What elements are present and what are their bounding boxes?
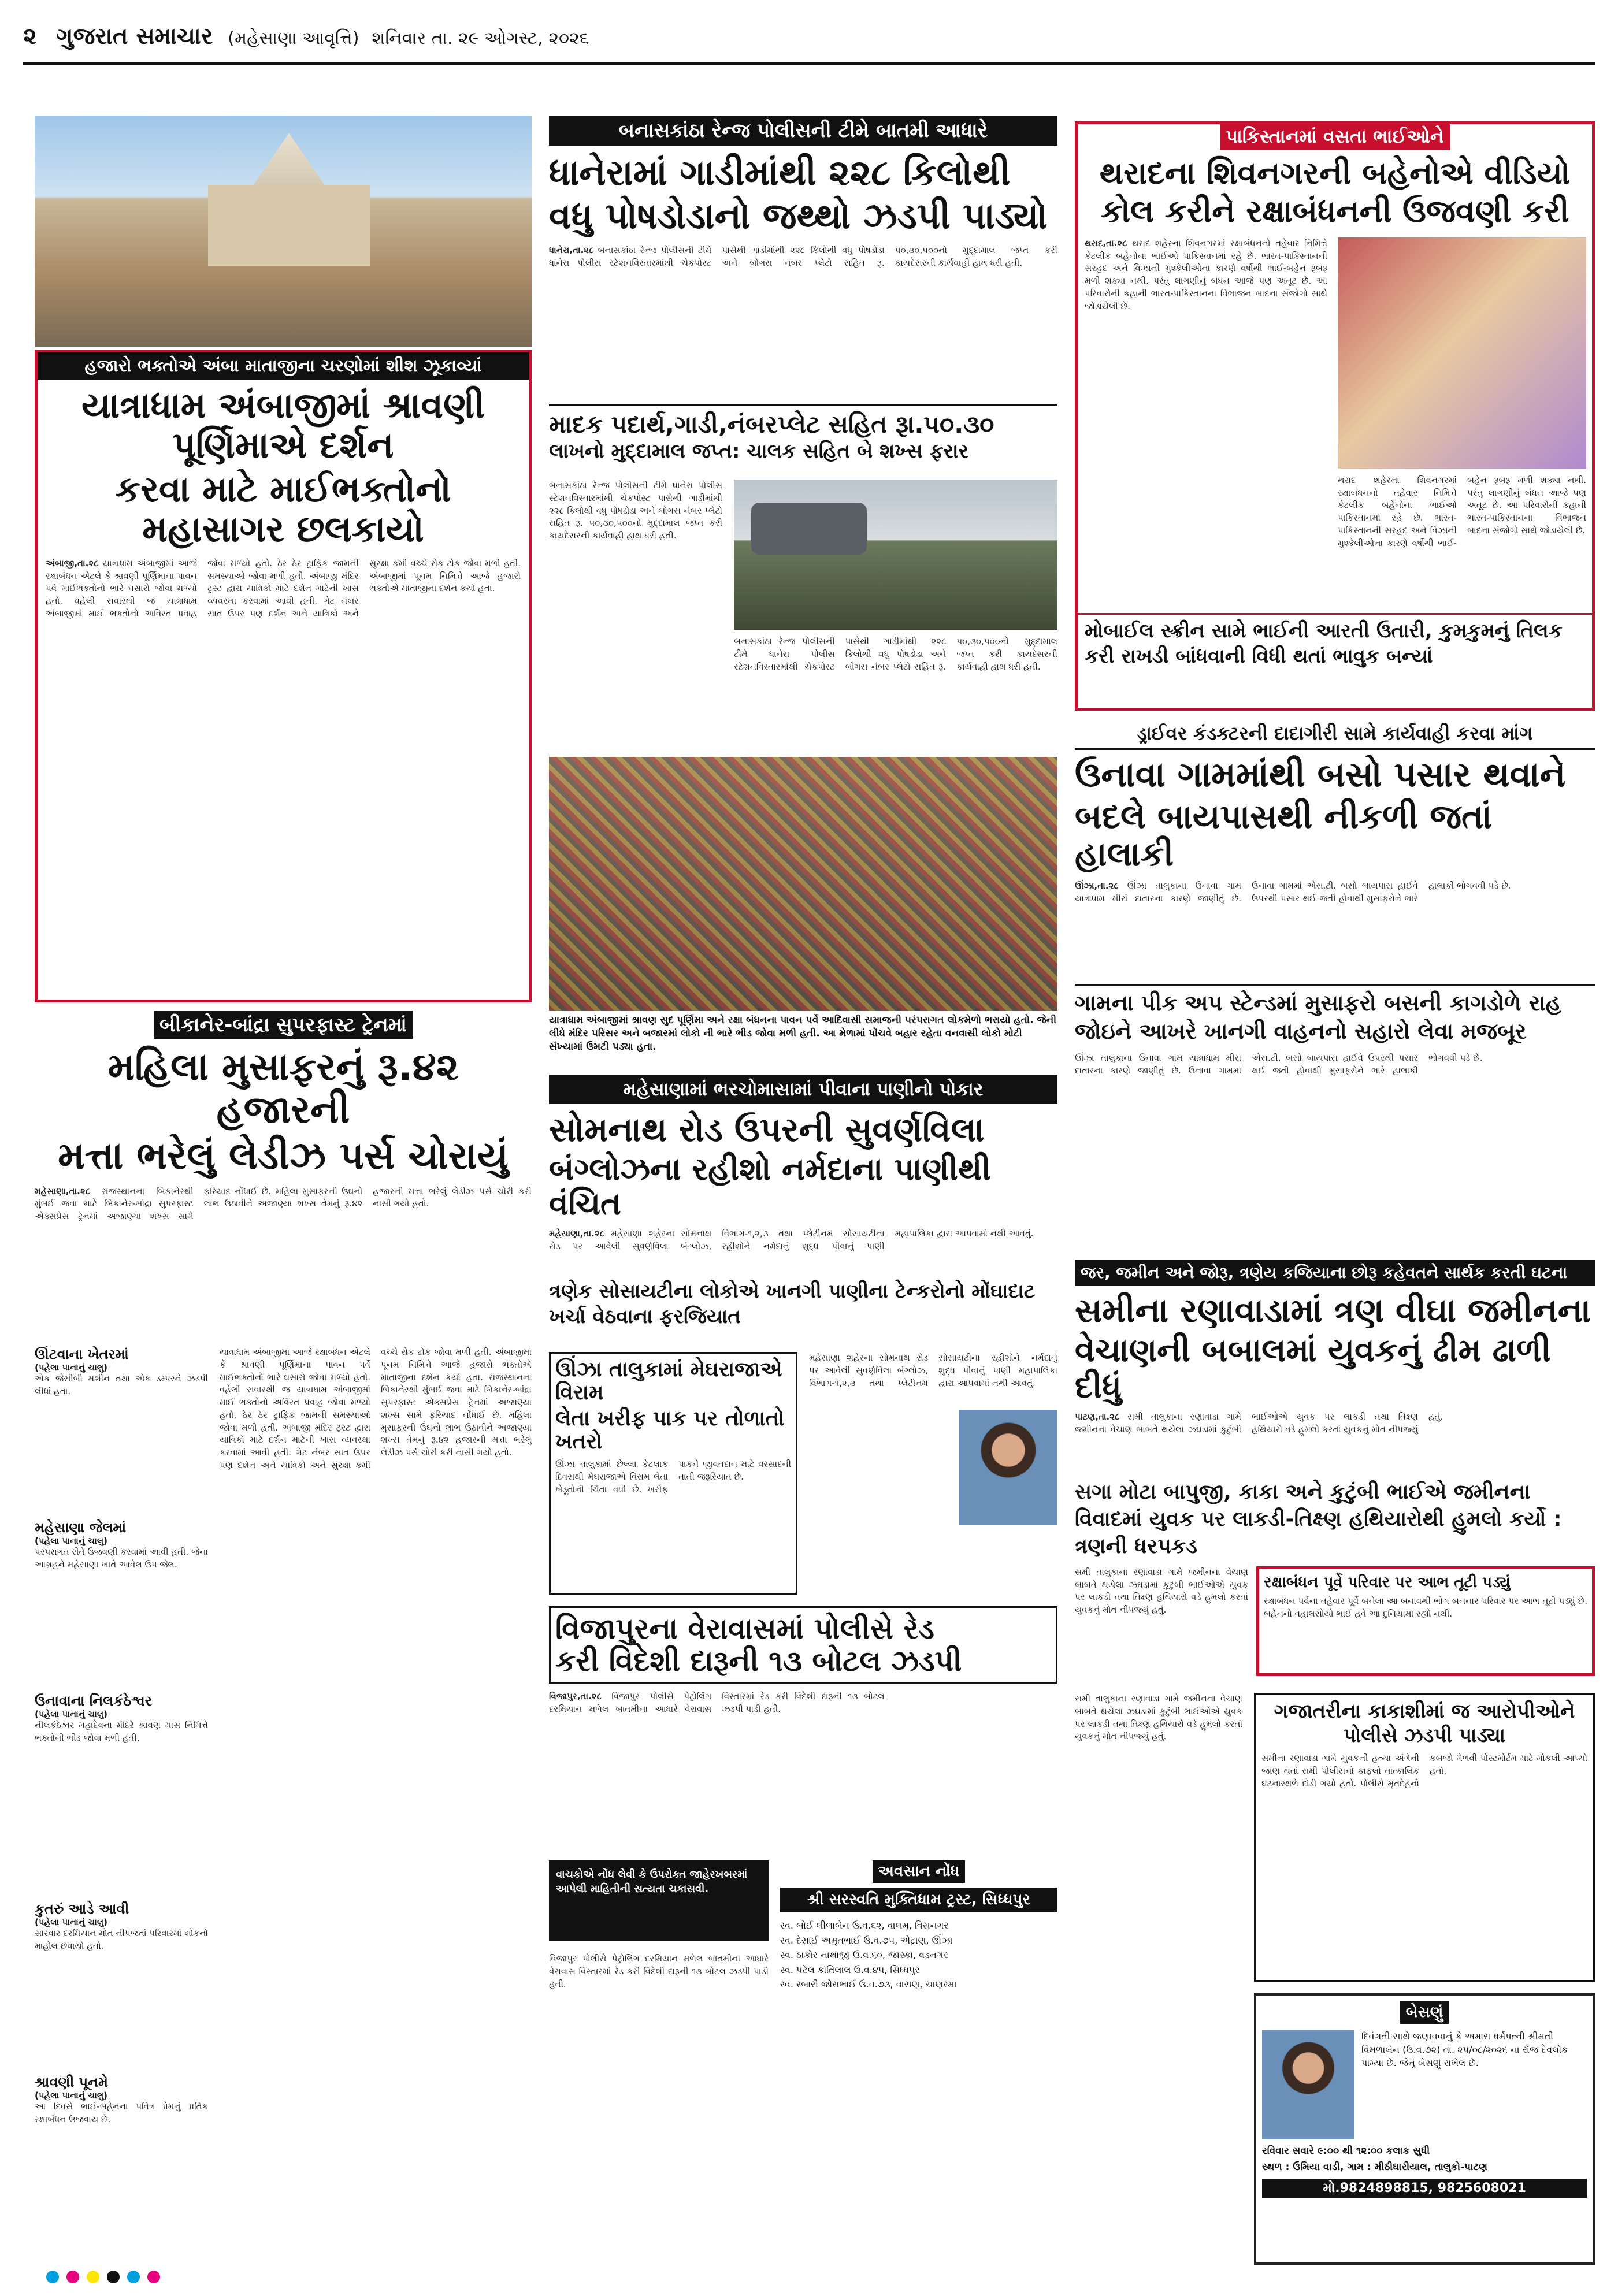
dhanera-body-cont-text: બનાસકાંઠા રેન્જ પોલીસની ટીમે ધાનેરા પોલીસ સ્ટેશનવિસ્તારમાંથી ચેકપોસ્ટ પાસેથી ગાડીમાંથી ૨૨૮ કિલોથી વધુ પોષડોડા અને બોગસ નંબર પ્લેટો સહિત રૂ. ૫૦,૩૦,૫૦૦નો મુદ્દામાલ જપ્ત કરી કાયદેસરની કાર્યવાહી હાથ ધરી હતી. xyxy=(549,480,722,541)
ambaji-story xyxy=(35,350,532,1002)
samina-subheadline: સગા મોટા બાપુજી, કાકા અને કુટુંબી ભાઈએ જમીનના વિવાદમાં યુવક પર લાકડી-તિક્ષ્ણ હથિયારોથી હુમલો કર્યો : ત્રણની ધરપકડ xyxy=(1075,1480,1562,1558)
dhanera-headline-line1: ધાનેરામાં ગાડીમાંથી ૨૨૮ કિલોથી xyxy=(549,151,1011,194)
vijapur-headline xyxy=(549,1606,1057,1684)
brief-continued: (પહેલા પાનાનું ચાલુ) xyxy=(35,1362,108,1373)
samina-box-heading: રક્ષાબંધન પૂર્વે પરિવાર પર આભ તૂટી પડ્યું xyxy=(1264,1573,1511,1591)
somnath-body xyxy=(549,1228,1057,1274)
somnath-body-text: મહેસાણા શહેરના સોમનાથ રોડ પર આવેલી સુવર્ણવિલા બંગ્લોઝ, વિભાગ-૧,૨,૩ તથા પ્લેટીનમ સોસાયટીના રહીશોને નર્મદાનું શુદ્ધ પીવાનું પાણી મહાપાલિકા દ્વારા આપવામાં નથી આવતું. xyxy=(549,1228,1034,1251)
reader-notice: વાચકોએ નોંધ લેવી કે ઉપરોક્ત જાહેરખબરમાં આપેલી માહિતીની સત્યતા ચકાસવી. xyxy=(549,1860,769,1941)
vijapur-body xyxy=(549,1691,1057,1823)
brief-heading: ઊંટવાના ખેતરમાં xyxy=(35,1346,129,1362)
unava-body xyxy=(1075,880,1595,978)
brief-body: એક જેસીબી મશીન તથા એક ડમ્પરને ઝડપી લીધાં હતા. xyxy=(35,1373,208,1396)
unava-dateline: ઊંઝા,તા.૨૮ xyxy=(1075,880,1119,891)
purse-body xyxy=(35,1186,532,1335)
registration-dot xyxy=(147,2271,160,2283)
somnath-subheadline: ત્રણેક સોસાયટીના લોકોએ ખાનગી પાણીના ટેન્કરોનો મોંઘાદાટ ખર્ચા વેઠવાના ફરજિયાત xyxy=(549,1279,1036,1329)
purse-overflow-text: રાજસ્થાનના બિકાનેરથી મુંબઈ જવા માટે બિકાનેર-બાંદ્રા સુપરફાસ્ટ એક્સપ્રેસ ટ્રેનમાં અજાણ્યા શખ્સ સામે ફરિયાદ નોંધાઈ છે. મહિલા મુસાફરની ઉંઘનો લાભ ઉઠાવીને અજાણ્યા શખ્સ તેમનું રૂ.૪૨ હજારની મત્તા ભરેલું લેડીઝ પર્સ ચોરી કરી નાસી ગયો હતો. xyxy=(381,1372,532,1458)
unjha-rain-headline-line2: લેતા ખરીફ પાક પર તોળાતો ખતરો xyxy=(555,1406,785,1454)
brief-continued: (પહેલા પાનાનું ચાલુ) xyxy=(35,1709,108,1719)
dhanera-body xyxy=(549,244,1057,319)
obituary-entry: સ્વ. રબારી જોરાભાઈ ઉ.વ.૭૩, વાસણ, ચાણસ્મા xyxy=(780,1979,957,1990)
gajantari-headline-line1: ગજાતરીના કાકાશીમાં જ આરોપીઓને xyxy=(1274,1700,1575,1723)
somnath-dateline: મહેસાણા,તા.૨૮ xyxy=(549,1228,604,1239)
tharad-headline-line2: કોલ કરીને રક્ષાબંધનની ઉજવણી કરી xyxy=(1100,193,1569,230)
obituary-entry: સ્વ. બોઈ લીલાબેન ઉ.વ.૬૨, વાલમ, વિસનગર xyxy=(780,1920,949,1931)
tharad-story xyxy=(1075,121,1595,711)
dhanera-sub-line1: માદક પદાર્થ,ગાડી,નંબરપ્લેટ સહિત રૂા.૫૦.૩૦ xyxy=(549,410,994,439)
somnath-kicker: મહેસાણામાં ભરચોમાસામાં પીવાના પાણીનો પોકાર xyxy=(549,1075,1057,1104)
gajantari-headline-line2: પોલીસે ઝડપી પાડ્યા xyxy=(1343,1724,1506,1748)
somnath-headline-line1: સોમનાથ રોડ ઉપરની સુવર્ણવિલા xyxy=(549,1110,985,1149)
obituary-banner: અવસાન નોંધ xyxy=(873,1860,966,1883)
brief-body: નીલકંઠેશ્વર મહાદેવના મંદિરે શ્રાવણ માસ નિમિત્તે ભક્તોની ભીડ જોવા મળી હતી. xyxy=(35,1720,208,1743)
print-registration-marks xyxy=(46,2271,1572,2288)
paper-name: ગુજરાત સમાચાર xyxy=(56,23,213,50)
purse-body-text: રાજસ્થાનના બિકાનેરથી મુંબઈ જવા માટે બિકાનેર-બાંદ્રા સુપરફાસ્ટ એક્સપ્રેસ ટ્રેનમાં અજાણ્યા શખ્સ સામે ફરિયાદ નોંધાઈ છે. મહિલા મુસાફરની ઉંઘનો લાભ ઉઠાવીને અજાણ્યા શખ્સ તેમનું રૂ.૪૨ હજારની મત્તા ભરેલું લેડીઝ પર્સ ચોરી કરી નાસી ગયો હતો. xyxy=(35,1186,532,1222)
dhanera-body-cont xyxy=(549,480,722,751)
brief-item xyxy=(35,1901,208,2074)
brief-body: પરંપરાગત રીતે ઉજવણી કરવામાં આવી હતી. જેના આગ્રહને મહેસાણા ખાતે આવેલ ઉપ જેલ. xyxy=(35,1547,208,1570)
registration-dot xyxy=(46,2271,59,2283)
ambaji-kicker: હજારો ભક્તોએ અંબા માતાજીના ચરણોમાં શીશ ઝૂકાવ્યાં xyxy=(38,352,529,380)
brief-heading: શ્રાવણી પૂનમે xyxy=(35,2074,108,2090)
obituary-entry: સ્વ. ઠાકોર નાથાજી ઉ.વ.૬૦, જાસ્કા, વડનગર xyxy=(780,1949,948,1961)
registration-dot xyxy=(66,2271,79,2283)
purse-headline-line2: મત્તા ભરેલું લેડીઝ પર્સ ચોરાયું xyxy=(58,1133,509,1178)
dhanera-headline-line2: વધુ પોષડોડાનો જથ્થો ઝડપી પાડ્યો xyxy=(549,195,1048,237)
brief-body: આ દિવસે ભાઈ-બહેનના પવિત્ર પ્રેમનું પ્રતિક રક્ષાબંધન ઉજવાય છે. xyxy=(35,2101,208,2124)
unjha-rain-story xyxy=(549,1352,797,1595)
dhanera-dateline: ધાનેરા,તા.૨૮ xyxy=(549,244,594,255)
dhanera-sub-line2: લાખનો મુદ્દામાલ જપ્ત: ચાલક સહિત બે શખ્સ ફરાર xyxy=(549,440,969,463)
obituary-block xyxy=(780,1860,1057,2265)
dhanera-kicker: બનાસકાંઠા રેન્જ પોલીસની ટીમે બાતમી આધારે xyxy=(549,116,1057,146)
unava-body-text: ઊંઝા તાલુકાના ઉનાવા ગામ યાત્રાધામ મીરાં દાતારના કારણે જાણીતું છે. ઉનાવા ગામમાં એસ.ટી. બસો બાયપાસ હાઈવે ઉપરથી પસાર થઈ જતી હોવાથી મુસાફરોને ભારે હાલાકી ભોગવવી પડે છે. xyxy=(1075,880,1511,904)
obituary-trust: શ્રી સરસ્વતિ મુક્તિધામ ટ્રસ્ટ, સિધ્ધપુર xyxy=(780,1888,1057,1912)
brief-item xyxy=(35,2074,208,2236)
tharad-body xyxy=(1085,237,1327,607)
besnu-portrait-photo xyxy=(1262,2030,1354,2139)
tharad-headline-line1: થરાદના શિવનગરની બહેનોએ વીડિયો xyxy=(1099,155,1571,191)
briefs-continued-text xyxy=(220,1346,532,2247)
vijapur-headline-line1: વિજાપુરના વેરાવાસમાં પોલીસે રેડ xyxy=(555,1612,934,1645)
vijapur-body-cont xyxy=(549,1953,769,2265)
unava-subheadline: ગામના પીક અપ સ્ટેન્ડમાં મુસાફરો બસની કાગડોળે રાહ જોઇને આખરે ખાનગી વાહનનો સહારો લેવા મજબૂર xyxy=(1075,984,1595,1046)
samina-body-tail-text: સમી તાલુકાના રણાવાડા ગામે જમીનના વેચાણ બાબતે થયેલા ઝઘડામાં કુટુંબી ભાઈઓએ યુવક પર લાકડી તથા તિક્ષ્ણ હથિયારો વડે હુમલો કરતાં યુવકનું મોત નીપજ્યું હતું. xyxy=(1075,1693,1242,1742)
vijapur-body-cont-text: વિજાપુર પોલીસે પેટ્રોલિંગ દરમિયાન મળેલ બાતમીના આધારે વેરાવાસ વિસ્તારમાં રેડ કરી વિદેશી દારૂની ૧૩ બોટલ ઝડપી પાડી હતી. xyxy=(549,1953,769,1989)
samina-story xyxy=(1075,1260,1595,1687)
obituary-entry: સ્વ. પટેલ કાંતિલાલ ઉ.વ.૪૫, સિધ્ધપુર xyxy=(780,1964,920,1975)
brief-item xyxy=(35,1693,208,1901)
brief-item xyxy=(35,1346,208,1519)
ambaji-body-text: યાત્રાધામ અંબાજીમાં આજે રક્ષાબંધન એટલે કે શ્રાવણી પૂર્ણિમાના પાવન પર્વે માઈભક્તોનો ભારે ઘસારો જોવા મળ્યો હતો. વહેલી સવારથી જ યાત્રાધામ અંબાજીમાં માઈ ભક્તોનો અવિરત પ્રવાહ જોવા મળ્યો હતો. ઠેર ઠેર ટ્રાફિક જામની સમસ્યાઓ જોવા મળી હતી. અંબાજી મંદિર ટ્રસ્ટ દ્વારા યાત્રિકો માટે દર્શન માટેની ખાસ વ્યવસ્થા કરવામાં આવી હતી. ગેટ નંબર સાત ઉપર પણ દર્શન અને યાત્રિકો અને સુરક્ષા કર્મી વચ્ચે રોક ટોક જોવા મળી હતી. અંબાજીમાં પૂનમ નિમિત્તે આજે હજારો ભક્તોએ માતાજીના દર્શન કર્યા હતા. xyxy=(46,558,521,619)
samina-headline-line1: સમીના રણાવાડામાં ત્રણ વીઘા જમીનના xyxy=(1075,1291,1591,1330)
purse-dateline: મહેસાણા,તા.૨૮ xyxy=(35,1186,90,1197)
registration-dot xyxy=(107,2271,120,2283)
victim-portrait-photo xyxy=(959,1410,1057,1525)
unava-headline-line1: ઉનાવા ગામમાંથી બસો પસાર થવાને xyxy=(1075,755,1566,795)
tharad-video-call-photo xyxy=(1338,237,1586,469)
unjha-rain-headline-line1: ઊંઝા તાલુકામાં મેઘરાજાએ વિરામ xyxy=(555,1358,782,1405)
samina-body-cont: સમી તાલુકાના રણાવાડા ગામે જમીનના વેચાણ બાબતે થયેલા ઝઘડામાં કુટુંબી ભાઈઓએ યુવક પર લાકડી તથા તિક્ષ્ણ હથિયારો વડે હુમલો કરતાં યુવકનું મોત નીપજ્યું હતું. xyxy=(1075,1566,1248,1615)
somnath-body-cont-text: મહેસાણા શહેરના સોમનાથ રોડ પર આવેલી સુવર્ણવિલા બંગ્લોઝ, વિભાગ-૧,૨,૩ તથા પ્લેટીનમ સોસાયટીના રહીશોને નર્મદાનું શુદ્ધ પીવાનું પાણી મહાપાલિકા દ્વારા આપવામાં નથી આવતું. xyxy=(809,1353,1057,1388)
ambaji-dateline: અંબાજી,તા.૨૮ xyxy=(46,558,99,569)
vijapur-story xyxy=(549,1606,1057,1849)
dhanera-subheadline xyxy=(549,404,1057,468)
obituary-entry: સ્વ. દેસાઈ અમૃતભાઈ ઉ.વ.૭૫, એદ્રાણ, ઊંઝા xyxy=(780,1934,953,1946)
brief-continued: (પહેલા પાનાનું ચાલુ) xyxy=(35,1536,108,1546)
ambaji-headline-line2: કરવા માટે માઈભક્તોનો મહાસાગર છલકાયો xyxy=(115,467,451,551)
brief-continued: (પહેલા પાનાનું ચાલુ) xyxy=(35,1917,108,1927)
ambaji-body xyxy=(46,558,521,1002)
unjha-rain-body: ઊંઝા તાલુકામાં છેલ્લા કેટલાક દિવસથી મેઘરાજાએ વિરામ લેતા ખેડૂતોની ચિંતા વધી છે. ખરીફ પાકને જીવતદાન માટે વરસાદની તાતી જરૂરિયાત છે. xyxy=(555,1459,791,1495)
purse-headline-line1: મહિલા મુસાફરનું રૂ.૪૨ હજારની xyxy=(107,1045,459,1132)
brief-continued: (પહેલા પાનાનું ચાલુ) xyxy=(35,2090,108,2101)
vijapur-dateline: વિજાપુર,તા.૨૮ xyxy=(549,1691,602,1701)
seized-goods-photo xyxy=(734,480,1057,630)
besnu-time: રવિવાર સવારે ૯:૦૦ થી ૧૨:૦૦ કલાક સુધી xyxy=(1262,2145,1430,2157)
brief-heading: કુતરું આડે આવી xyxy=(35,1901,129,1917)
masthead-rule xyxy=(23,62,1595,65)
samina-sidebar-box xyxy=(1256,1566,1595,1676)
besnu-body: દિવંગતી સાથે જણાવવાનું કે અમારા ધર્મપત્ની શ્રીમતી વિમળાબેન (ઉ.વ.૭૨) તા. ૨૫/૦૮/૨૦૨૬ ના રોજ દેવલોક પામ્યા છે. જેનું બેસણું રાખેલ છે. xyxy=(1361,2031,1568,2069)
ambaji-crowd-photo xyxy=(549,757,1057,1011)
registration-dot xyxy=(87,2271,99,2283)
besnu-title: બેસણું xyxy=(1400,2001,1449,2024)
issue-date: શનિવાર તા. ૨૯ ઓગસ્ટ, ૨૦૨૬ xyxy=(372,28,589,49)
brief-heading: મહેસાણા જેલમાં xyxy=(35,1519,127,1536)
crowd-photo-caption: યાત્રાધામ અંબાજીમાં શ્રાવણ સુદ પૂર્ણિમા અને રક્ષા બંધનના પાવન પર્વે આદિવાસી સમાજની પરંપરાગત લોકમેળો ભરાયો હતો. જેની લીધે મંદિર પરિસર અને બજારમાં લોકો ની ભારે ભીડ જોવા મળી હતી. આ મેળામાં પોંચવે બહાર રહેતા વનવાસી લોકો મોટી સંખ્યામાં ઉમટી પડ્યા હતા. xyxy=(549,1015,1057,1053)
tharad-dateline: થરાદ,તા.૨૮ xyxy=(1085,237,1127,248)
dhanera-body-text: બનાસકાંઠા રેન્જ પોલીસની ટીમે ધાનેરા પોલીસ સ્ટેશનવિસ્તારમાંથી ચેકપોસ્ટ પાસેથી ગાડીમાંથી ૨૨૮ કિલોથી વધુ પોષડોડા અને બોગસ નંબર પ્લેટો સહિત રૂ. ૫૦,૩૦,૫૦૦નો મુદ્દામાલ જપ્ત કરી કાયદેસરની કાર્યવાહી હાથ ધરી હતી. xyxy=(549,244,1057,268)
ambaji-headline-line1: યાત્રાધામ અંબાજીમાં શ્રાવણી પૂર્ણિમાએ દર્શન xyxy=(81,384,485,467)
samina-body-tail xyxy=(1075,1693,1242,2259)
dhanera-body-tail xyxy=(734,636,1057,751)
tharad-kicker: પાકિસ્તાનમાં વસતા ભાઈઓને xyxy=(1220,123,1449,150)
samina-box-body: રક્ષાબંધન પર્વના તહેવાર પૂર્વે બનેલા આ બનાવથી ભોગ બનનાર પરિવાર પર આભ તૂટી પડ્યું છે. બહેનનો વહાલસોયો ભાઈ હવે આ દુનિયામાં રહ્યો નથી. xyxy=(1264,1595,1587,1619)
dhanera-body-tail-text: બનાસકાંઠા રેન્જ પોલીસની ટીમે ધાનેરા પોલીસ સ્ટેશનવિસ્તારમાંથી ચેકપોસ્ટ પાસેથી ગાડીમાંથી ૨૨૮ કિલોથી વધુ પોષડોડા અને બોગસ નંબર પ્લેટો સહિત રૂ. ૫૦,૩૦,૫૦૦નો મુદ્દામાલ જપ્ત કરી કાયદેસરની કાર્યવાહી હાથ ધરી હતી. xyxy=(734,636,1057,672)
unava-body-cont: ઊંઝા તાલુકાના ઉનાવા ગામ યાત્રાધામ મીરાં દાતારના કારણે જાણીતું છે. ઉનાવા ગામમાં એસ.ટી. બસો બાયપાસ હાઈવે ઉપરથી પસાર થઈ જતી હોવાથી મુસાફરોને ભારે હાલાકી ભોગવવી પડે છે. xyxy=(1075,1052,1483,1076)
briefs-column xyxy=(35,1346,208,2247)
unava-bus-story xyxy=(1075,722,1595,1254)
vijapur-headline-line2: કરી વિદેશી દારૂની ૧૩ બોટલ ઝડપી xyxy=(555,1644,962,1678)
page-number: ૨ xyxy=(23,23,37,50)
vijapur-body-text: વિજાપુર પોલીસે પેટ્રોલિંગ દરમિયાન મળેલ બાતમીના આધારે વેરાવાસ વિસ્તારમાં રેડ કરી વિદેશી દારૂની ૧૩ બોટલ ઝડપી પાડી હતી. xyxy=(549,1691,885,1714)
samina-dateline: પાટણ,તા.૨૮ xyxy=(1075,1411,1120,1422)
samina-body xyxy=(1075,1411,1595,1474)
brief-heading: ઉનાવાના નિલકંઠેશ્વર xyxy=(35,1693,153,1709)
edition-label: (મહેસાણા આવૃત્તિ) xyxy=(228,28,359,49)
samina-headline-line2: વેચાણની બબાલમાં યુવકનું ઢીમ ઢાળી દીધું xyxy=(1075,1331,1551,1406)
masthead xyxy=(23,23,1595,58)
tharad-body-text: થરાદ શહેરના શિવનગરમાં રક્ષાબંધનનો તહેવાર નિમિત્તે કેટલીક બહેનોના ભાઈઓ પાકિસ્તાનમાં રહે છે. ભારત-પાકિસ્તાનની સરહદ અને વિઝાની મુશ્કેલીઓના કારણે વર્ષોથી ભાઈ-બહેન રૂબરૂ મળી શક્યા નથી. પરંતુ લાગણીનું બંધન આજે પણ અતૂટ છે. આ પરિવારોની કહાની ભારત-પાકિસ્તાનના વિભાજન બાદના સંજોગો સાથે જોડાયેલી છે. xyxy=(1085,237,1327,311)
registration-dot xyxy=(127,2271,140,2283)
besnu-place: સ્થળ : ઉમિયા વાડી, ગામ : મીઠીઘારીયાલ, તાલુકો-પાટણ xyxy=(1262,2161,1487,2173)
tharad-body-cont: થરાદ શહેરના શિવનગરમાં રક્ષાબંધનનો તહેવાર નિમિત્તે કેટલીક બહેનોના ભાઈઓ પાકિસ્તાનમાં રહે છે. ભારત-પાકિસ્તાનની સરહદ અને વિઝાની મુશ્કેલીઓના કારણે વર્ષોથી ભાઈ-બહેન રૂબરૂ મળી શક્યા નથી. પરંતુ લાગણીનું બંધન આજે પણ અતૂટ છે. આ પરિવારોની કહાની ભારત-પાકિસ્તાનના વિભાજન બાદના સંજોગો સાથે જોડાયેલી છે. xyxy=(1338,474,1586,548)
samina-kicker: જર, જમીન અને જોરૂ, ત્રણેય કજિયાના છોરૂ કહેવતને સાર્થક કરતી ઘટના xyxy=(1075,1260,1595,1286)
ambaji-overflow-text: યાત્રાધામ અંબાજીમાં આજે રક્ષાબંધન એટલે કે શ્રાવણી પૂર્ણિમાના પાવન પર્વે માઈભક્તોનો ભારે ઘસારો જોવા મળ્યો હતો. વહેલી સવારથી જ યાત્રાધામ અંબાજીમાં માઈ ભક્તોનો અવિરત પ્રવાહ જોવા મળ્યો હતો. ઠેર ઠેર ટ્રાફિક જામની સમસ્યાઓ જોવા મળી હતી. અંબાજી મંદિર ટ્રસ્ટ દ્વારા યાત્રિકો માટે દર્શન માટેની ખાસ વ્યવસ્થા કરવામાં આવી હતી. ગેટ નંબર સાત ઉપર પણ દર્શન અને યાત્રિકો અને સુરક્ષા કર્મી વચ્ચે રોક ટોક જોવા મળી હતી. અંબાજીમાં પૂનમ નિમિત્તે આજે હજારો ભક્તોએ માતાજીના દર્શન કર્યા હતા. xyxy=(220,1347,532,1470)
brief-body: સારવાર દરમિયાન મોત નીપજતાં પરિવારમાં શોકનો માહોલ છવાયો હતો. xyxy=(35,1928,208,1951)
unava-kicker: ડ્રાઈવર કંડક્ટરની દાદાગીરી સામે કાર્યવાહી કરવા માંગ xyxy=(1075,722,1595,750)
purse-theft-story xyxy=(35,1011,532,1335)
ambaji-temple-photo xyxy=(35,116,532,347)
somnath-story xyxy=(549,1075,1057,1346)
gajantari-story xyxy=(1254,1693,1595,1982)
purse-kicker: બીકાનેર-બાંદ્રા સુપરફાસ્ટ ટ્રેનમાં xyxy=(154,1011,413,1039)
samina-body-text: સમી તાલુકાના રણાવાડા ગામે જમીનના વેચાણ બાબતે થયેલા ઝઘડામાં કુટુંબી ભાઈઓએ યુવક પર લાકડી તથા તિક્ષ્ણ હથિયારો વડે હુમલો કરતાં યુવકનું મોત નીપજ્યું હતું. xyxy=(1075,1411,1443,1435)
somnath-headline-line2: બંગ્લોઝના રહીશો નર્મદાના પાણીથી વંચિત xyxy=(549,1150,991,1223)
besnu-phone: મો.9824898815, 9825608021 xyxy=(1262,2179,1587,2198)
dhanera-story xyxy=(549,116,1057,399)
gajantari-body: સમીના રણાવાડા ગામે યુવકની હત્યા અંગેની જાણ થતાં સમી પોલીસનો કાફલો તાત્કાલિક ઘટનાસ્થળે દોડી ગયો હતો. પોલીસે મૃતદેહનો કબજો મેળવી પોસ્ટમોર્ટમ માટે મોકલી આપ્યો હતો. xyxy=(1261,1753,1587,1789)
tharad-subheadline: મોબાઈલ સ્ક્રીન સામે ભાઈની આરતી ઉતારી, કુમકુમનું તિલક કરી રાખડી બાંધવાની વિધી થતાં ભાવુક બન્યાં xyxy=(1078,613,1592,673)
unava-headline-line2: બદલે બાયપાસથી નીકળી જતાં હાલાકી xyxy=(1075,797,1492,874)
besnu-advertisement xyxy=(1254,1993,1595,2265)
brief-item xyxy=(35,1519,208,1693)
